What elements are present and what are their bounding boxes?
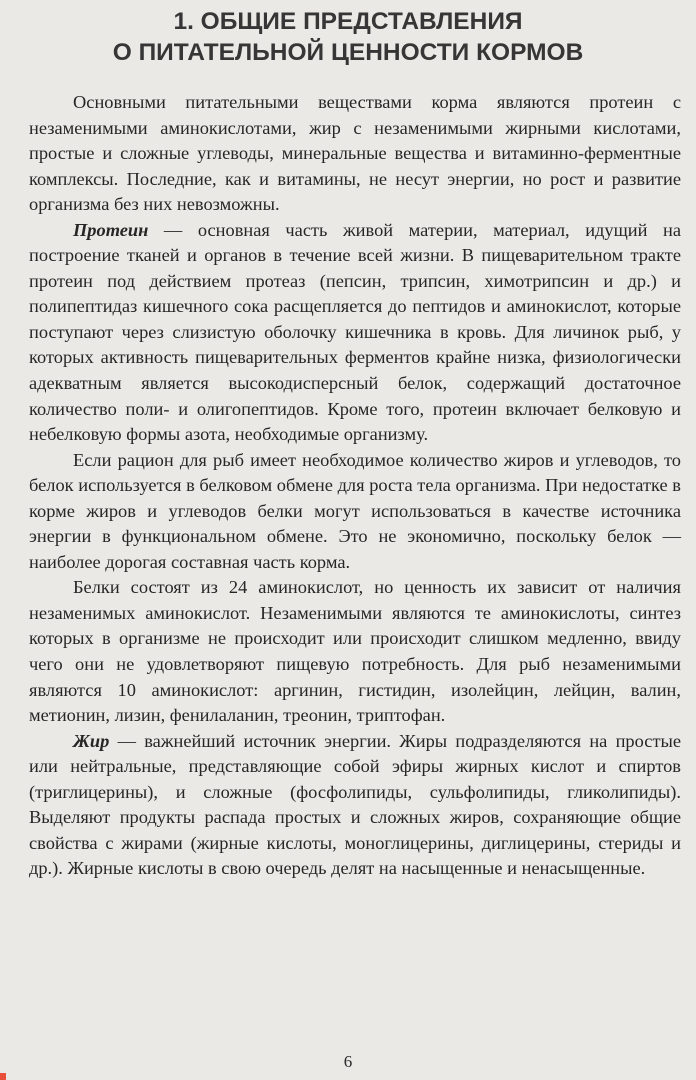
paragraph-protein-energy — [29, 448, 681, 576]
term-fat: Жир — [73, 730, 110, 751]
term-protein: Протеин — [73, 219, 149, 240]
paragraph-fat-text: — важнейший источник энергии. Жиры подразделяются на простые или нейтральные, представляющие собой эфиры жирных кислот и спиртов (триглицерины), и сложные (фосфолипиды, сульфолипиды, гликолипиды). Выделяют продукты распада простых и сложных жиров, сохраняющие общие свойства с жирами (жирные кислоты, моноглицерины, диглицерины, стериды и др.). Жирные кислоты в свою очередь делят на насыщенные и ненасыщенные. — [29, 730, 681, 879]
page-number: 6 — [343, 1052, 353, 1071]
paragraph-nutrients — [29, 90, 681, 218]
paragraph-protein — [29, 218, 681, 448]
paragraph-protein-text: — основная часть живой материи, материал, идущий на построение тканей и органов в течение всей жизни. В пищеварительном тракте протеин под действием протеаз (пепсин, трипсин, химотрипсин и др.) и полипептидаз кишечного сока расщепляется до пептидов и аминокислот, которые поступают через слизистую оболочку кишечника в кровь. Для личинок рыб, у которых активность пищеварительных ферментов крайне низка, физиологически адекватным является высокодисперсный белок, содержащий достаточное количество поли- и олигопептидов. Кроме того, протеин включает белковую и небелковую формы азота, необходимые организму. — [29, 219, 681, 445]
paragraph-fat — [29, 729, 681, 882]
paragraph-nutrients-text: Основными питательными веществами корма являются протеин с незаменимыми аминокислотами, жир с незаменимыми жирными кислотами, простые и сложные углеводы, минеральные вещества и витаминно-ферментные комплексы. Последние, как и витамины, не несут энергии, но рост и развитие организма без них невозможны. — [29, 92, 681, 215]
chapter-heading — [40, 6, 656, 68]
paragraph-protein-energy-text: Если рацион для рыб имеет необходимое количество жиров и углеводов, то белок используется в белковом обмене для роста тела организма. При недостатке в корме жиров и углеводов белки могут использоваться в качестве источника энергии в функциональном обмене. Это не экономично, поскольку белок — наиболее дорогая составная часть корма. — [29, 449, 681, 572]
chapter-heading-line-2: О ПИТАТЕЛЬНОЙ ЦЕННОСТИ КОРМОВ — [112, 39, 584, 66]
paragraph-amino-acids — [29, 575, 681, 728]
paragraph-amino-acids-text: Белки состоят из 24 аминокислот, но ценность их зависит от наличия незаменимых аминокислот. Незаменимыми являются те аминокислоты, синтез которых в организме не происходит или происходит слишком медленно, ввиду чего они не удовлетворяют пищевую потребность. Для рыб незаменимыми являются 10 аминокислот: аргинин, гистидин, изолейцин, лейцин, валин, метионин, лизин, фенилаланин, треонин, триптофан. — [29, 577, 681, 726]
chapter-body — [29, 90, 681, 882]
corner-mark — [0, 1073, 6, 1080]
chapter-heading-line-1: 1. ОБЩИЕ ПРЕДСТАВЛЕНИЯ — [173, 8, 523, 35]
